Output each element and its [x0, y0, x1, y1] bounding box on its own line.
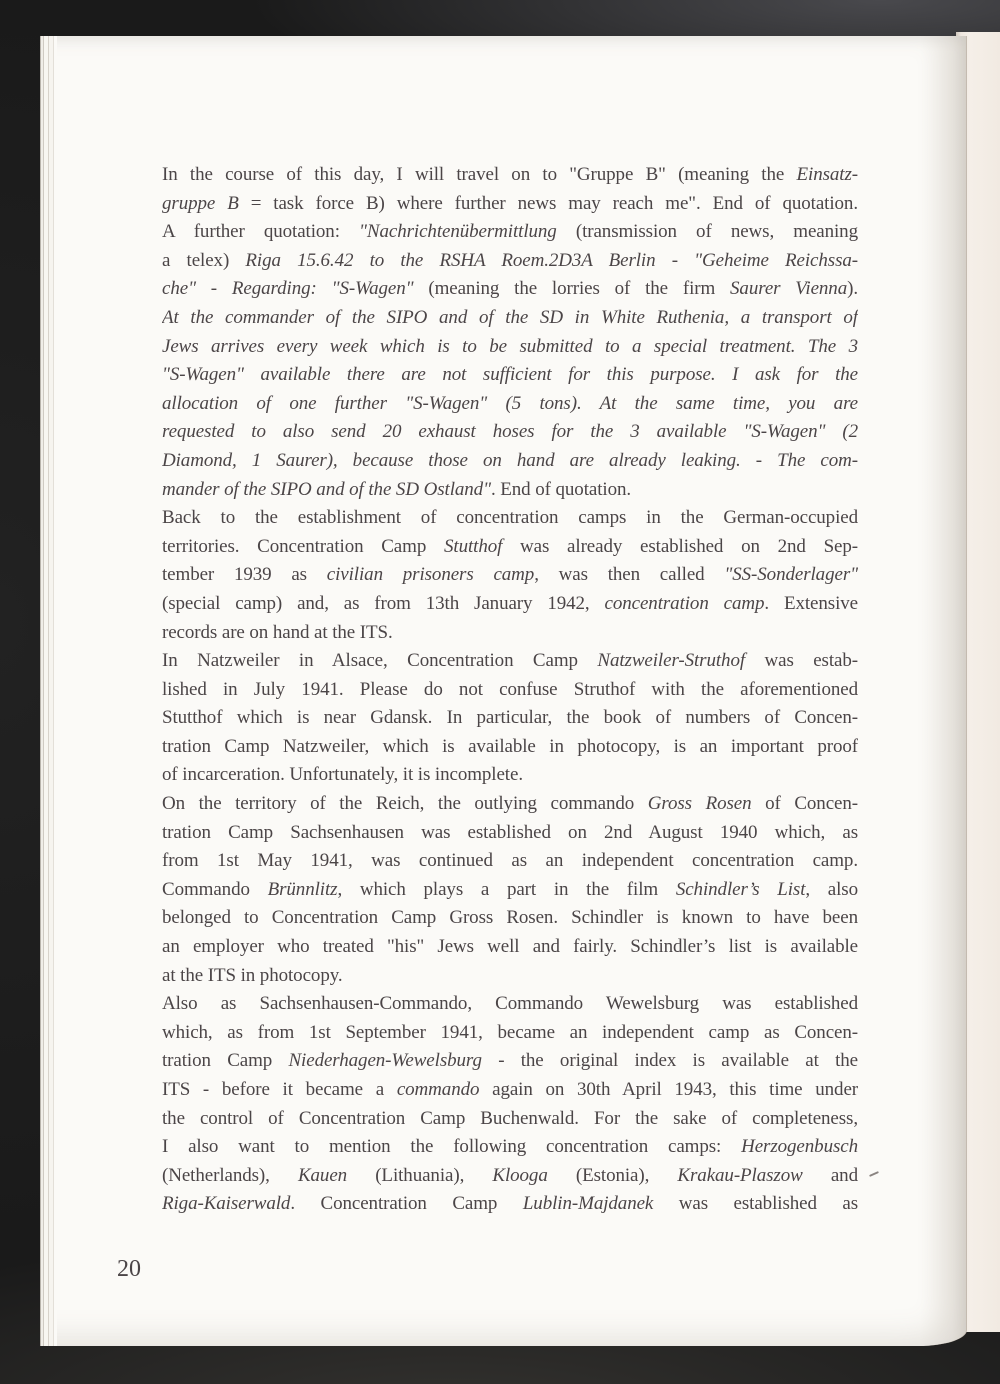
text-line: tember 1939 as civilian prisoners camp, was then called "SS-Sonderlager": [162, 564, 858, 586]
text-line: requested to also send 20 exhaust hoses for the 3 available "S-Wagen" (2: [162, 421, 858, 443]
text-line: territories. Concentration Camp Stutthof was already established on 2nd Sep-: [162, 535, 858, 557]
text-line: "S-Wagen" available there are not sufficient for this purpose. I ask for the: [162, 364, 858, 386]
text-line: ITS - before it became a commando again on 30th April 1943, this time under: [162, 1079, 858, 1100]
text-line: In Natzweiler in Alsace, Concentration Camp Natzweiler-Struthof was estab-: [162, 650, 858, 672]
text-line: (Netherlands), Kauen (Lithuania), Klooga (Estonia), Krakau-Plaszow and: [162, 1164, 858, 1186]
text-line: In the course of this day, I will travel on to "Gruppe B" (meaning the Einsatz-: [162, 164, 858, 185]
page-number: 20: [117, 1256, 141, 1282]
text-line: tration Camp Niederhagen-Wewelsburg - the original index is available at the: [162, 1050, 858, 1072]
text-line: tration Camp Natzweiler, which is available in photocopy, is an important proof: [162, 735, 858, 757]
text-line: mander of the SIPO and of the SD Ostland". End of quotation.: [162, 478, 632, 500]
text-line: Riga-Kaiserwald. Concentration Camp Lublin-Majdanek was established as: [162, 1193, 858, 1215]
text-line: which, as from 1st September 1941, became an independent camp as Concen-: [162, 1021, 858, 1043]
text-line: I also want to mention the following concentration camps: Herzogenbusch: [162, 1136, 858, 1158]
text-line: records are on hand at the ITS.: [162, 621, 393, 643]
text-line: allocation of one further "S-Wagen" (5 tons). At the same time, you are: [162, 392, 858, 414]
text-line: Diamond, 1 Saurer), because those on hand are already leaking. - The com-: [162, 449, 858, 471]
text-line: Also as Sachsenhausen-Commando, Commando Wewelsburg was established: [162, 993, 858, 1015]
text-line: (special camp) and, as from 13th January 1942, concentration camp. Extensive: [162, 592, 858, 614]
text-line: At the commander of the SIPO and of the SD in White Ruthenia, a transport of: [162, 306, 858, 328]
text-line: gruppe B = task force B) where further news may reach me". End of quotation.: [162, 192, 858, 214]
text-line: belonged to Concentration Camp Gross Rosen. Schindler is known to have been: [162, 907, 858, 929]
text-line: from 1st May 1941, was continued as an independent concentration camp.: [162, 850, 858, 872]
text-line: lished in July 1941. Please do not confuse Struthof with the aforementioned: [162, 678, 858, 700]
text-line: Jews arrives every week which is to be submitted to a special treatment. The 3: [162, 335, 858, 357]
text-line: a telex) Riga 15.6.42 to the RSHA Roem.2D3A Berlin - "Geheime Reichssa-: [162, 249, 858, 271]
text-line: an employer who treated "his" Jews well and fairly. Schindler’s list is available: [162, 936, 858, 958]
text-line: the control of Concentration Camp Buchenwald. For the sake of completeness,: [162, 1107, 858, 1129]
text-line: tration Camp Sachsenhausen was established on 2nd August 1940 which, as: [162, 821, 858, 843]
text-line: Stutthof which is near Gdansk. In particular, the book of numbers of Concen-: [162, 707, 858, 729]
page-curve-shadow: [920, 36, 966, 1346]
text-line: A further quotation: "Nachrichtenübermittlung (transmission of news, meaning: [162, 221, 858, 243]
text-line: On the territory of the Reich, the outlying commando Gross Rosen of Concen-: [162, 793, 858, 815]
page-stack-edges: [40, 36, 57, 1346]
text-line: Back to the establishment of concentration camps in the German-occupied: [162, 507, 858, 529]
page-text: [162, 161, 858, 1219]
text-line: Commando Brünnlitz, which plays a part in the film Schindler’s List, also: [162, 878, 858, 900]
text-line: of incarceration. Unfortunately, it is incomplete.: [162, 764, 523, 786]
text-line: che" - Regarding: "S-Wagen" (meaning the lorries of the firm Saurer Vienna).: [162, 278, 858, 300]
text-line: at the ITS in photocopy.: [162, 964, 343, 986]
